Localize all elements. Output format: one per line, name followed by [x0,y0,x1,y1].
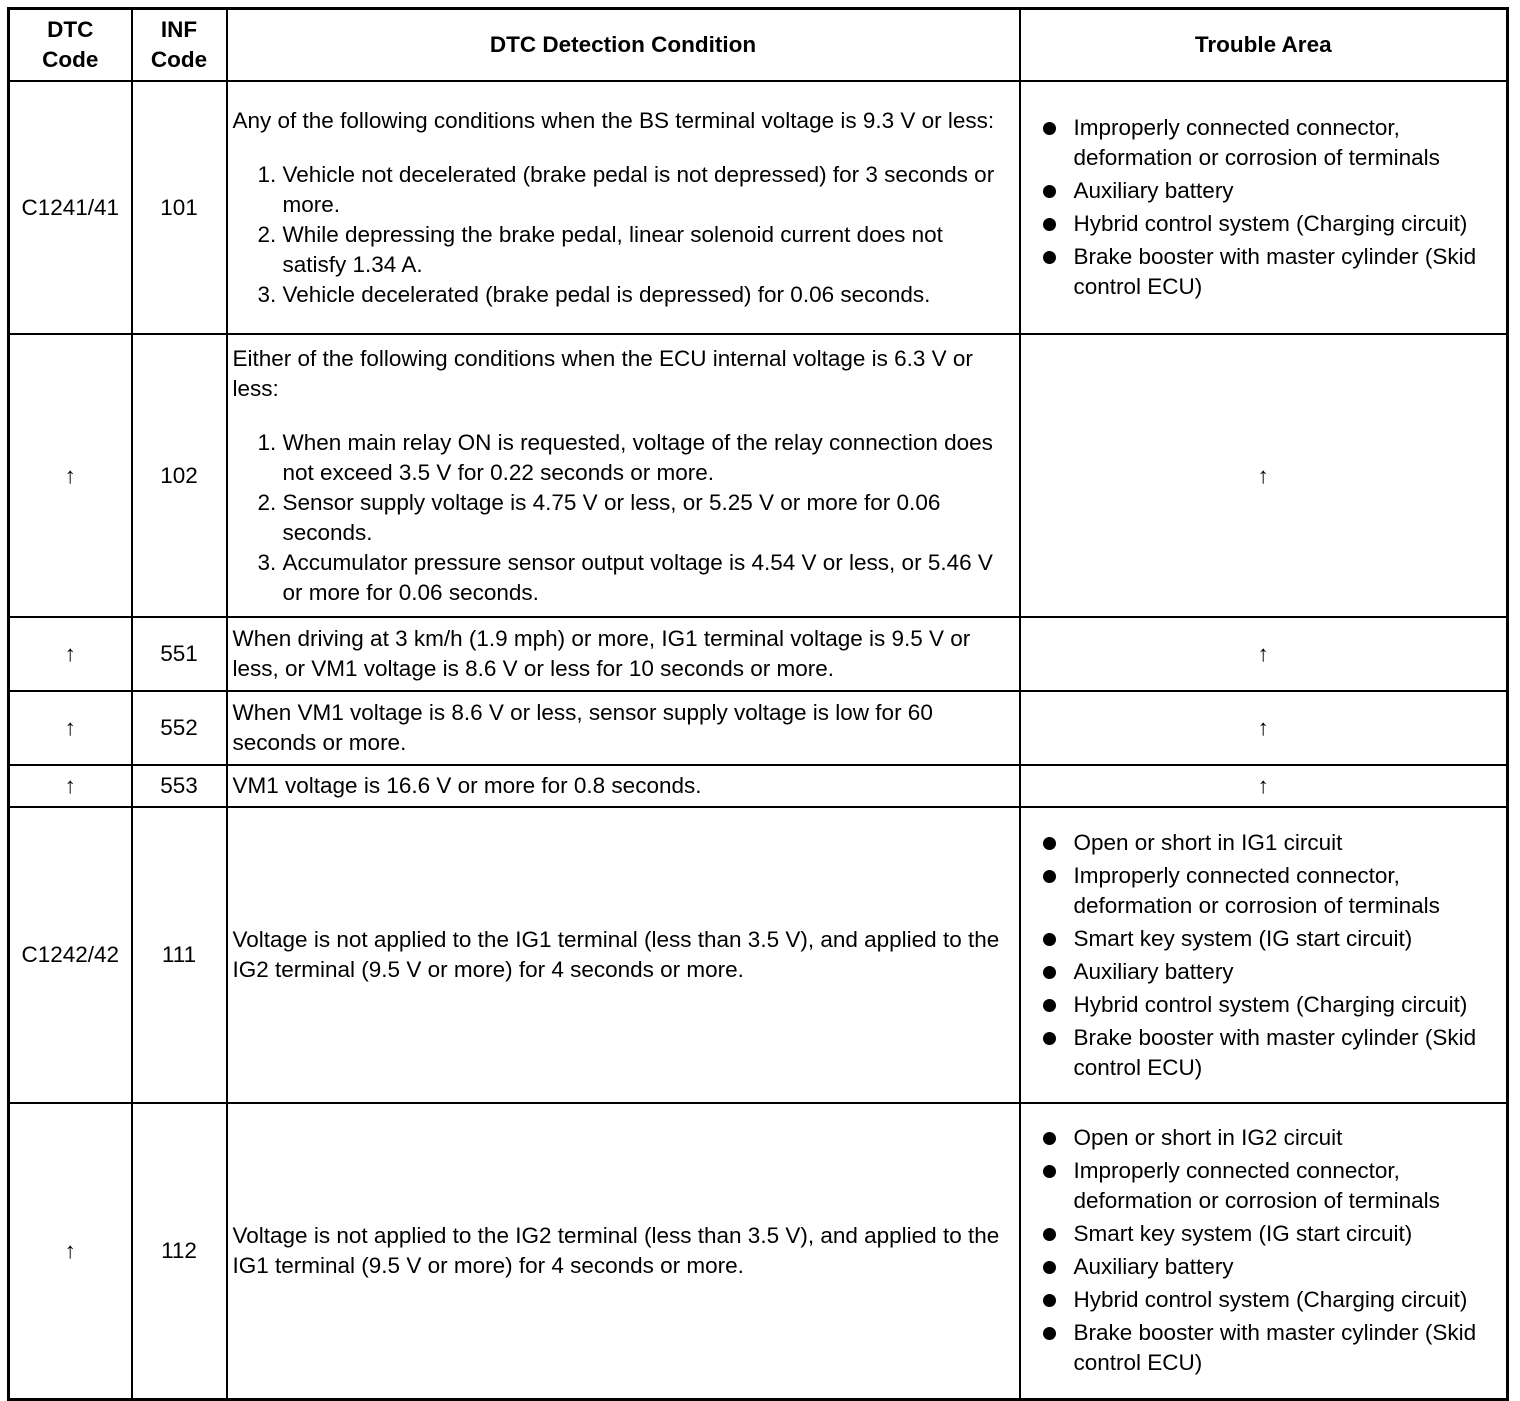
bullet-icon [1043,1327,1056,1340]
bullet-icon [1043,1165,1056,1178]
condition-cell [227,334,1020,617]
condition-cell: When VM1 voltage is 8.6 V or less, sensor supply voltage is low for 60 seconds or more. [227,691,1020,765]
condition-intro: Either of the following conditions when the ECU internal voltage is 6.3 V or less: [232,345,973,401]
list-item: Auxiliary battery [1043,176,1499,206]
trouble-list [1043,113,1499,302]
list-item: 2. Sensor supply voltage is 4.75 V or less, or 5.25 V or more for 0.06 seconds. [283,488,1013,548]
list-item: Smart key system (IG start circuit) [1043,1219,1499,1249]
trouble-list [1043,1123,1499,1378]
bullet-icon [1043,966,1056,979]
list-item: Auxiliary battery [1043,1252,1499,1282]
bullet-icon [1043,870,1056,883]
list-item: Brake booster with master cylinder (Skid control ECU) [1043,242,1499,302]
inf-code-cell: 551 [132,617,227,691]
trouble-area-cell [1020,81,1508,334]
bullet-icon [1043,1261,1056,1274]
list-item: Hybrid control system (Charging circuit) [1043,1285,1499,1315]
trouble-list [1043,828,1499,1083]
trouble-area-cell [1020,1103,1508,1399]
list-item: Hybrid control system (Charging circuit) [1043,990,1499,1020]
trouble-area-cell [1020,807,1508,1103]
list-item: 2. While depressing the brake pedal, linear solenoid current does not satisfy 1.34 A. [283,220,1013,280]
bullet-icon [1043,251,1056,264]
inf-code-cell: 552 [132,691,227,765]
table-row [9,617,1508,691]
list-item: Improperly connected connector, deformation or corrosion of terminals [1043,861,1499,921]
bullet-icon [1043,999,1056,1012]
condition-cell: When driving at 3 km/h (1.9 mph) or more, IG1 terminal voltage is 9.5 V or less, or VM1 voltage is 8.6 V or less for 10 seconds or more. [227,617,1020,691]
dtc-code-cell: ↑ [9,1103,132,1399]
trouble-area-cell: ↑ [1020,334,1508,617]
header-dtc-code: DTC Code [9,9,132,82]
dtc-code-cell: C1242/42 [9,807,132,1103]
table-row [9,691,1508,765]
inf-code-cell: 102 [132,334,227,617]
list-item: Brake booster with master cylinder (Skid control ECU) [1043,1318,1499,1378]
table-row [9,765,1508,807]
list-item: Improperly connected connector, deformation or corrosion of terminals [1043,1156,1499,1216]
list-item: 1. Vehicle not decelerated (brake pedal is not depressed) for 3 seconds or more. [283,160,1013,220]
table-row [9,1103,1508,1399]
dtc-code-cell: ↑ [9,765,132,807]
inf-code-cell: 112 [132,1103,227,1399]
condition-cell [227,81,1020,334]
table-row [9,807,1508,1103]
list-item: Smart key system (IG start circuit) [1043,924,1499,954]
inf-code-cell: 553 [132,765,227,807]
list-item: 1. When main relay ON is requested, voltage of the relay connection does not exceed 3.5 V for 0.22 seconds or more. [283,428,1013,488]
bullet-icon [1043,933,1056,946]
inf-code-cell: 101 [132,81,227,334]
list-item: Open or short in IG1 circuit [1043,828,1499,858]
bullet-icon [1043,837,1056,850]
trouble-area-cell: ↑ [1020,617,1508,691]
dtc-code-cell: ↑ [9,334,132,617]
list-item: Auxiliary battery [1043,957,1499,987]
dtc-table [7,7,1509,1401]
list-item: Brake booster with master cylinder (Skid control ECU) [1043,1023,1499,1083]
condition-list [233,428,1013,608]
bullet-icon [1043,1294,1056,1307]
trouble-area-cell: ↑ [1020,691,1508,765]
bullet-icon [1043,1032,1056,1045]
inf-code-cell: 111 [132,807,227,1103]
dtc-code-cell: C1241/41 [9,81,132,334]
condition-intro: Any of the following conditions when the BS terminal voltage is 9.3 V or less: [232,107,995,133]
list-item: Improperly connected connector, deformation or corrosion of terminals [1043,113,1499,173]
bullet-icon [1043,185,1056,198]
bullet-icon [1043,122,1056,135]
bullet-icon [1043,1228,1056,1241]
header-inf-code: INF Code [132,9,227,82]
table-row [9,334,1508,617]
dtc-code-cell: ↑ [9,617,132,691]
list-item: 3. Vehicle decelerated (brake pedal is depressed) for 0.06 seconds. [283,280,1013,310]
condition-cell: Voltage is not applied to the IG1 terminal (less than 3.5 V), and applied to the IG2 terminal (9.5 V or more) for 4 seconds or more. [227,807,1020,1103]
list-item: Open or short in IG2 circuit [1043,1123,1499,1153]
list-item: 3. Accumulator pressure sensor output voltage is 4.54 V or less, or 5.46 V or more for 0.06 seconds. [283,548,1013,608]
header-detection-condition: DTC Detection Condition [227,9,1020,82]
header-trouble-area: Trouble Area [1020,9,1508,82]
bullet-icon [1043,218,1056,231]
list-item: Hybrid control system (Charging circuit) [1043,209,1499,239]
trouble-area-cell: ↑ [1020,765,1508,807]
condition-cell: Voltage is not applied to the IG2 terminal (less than 3.5 V), and applied to the IG1 terminal (9.5 V or more) for 4 seconds or more. [227,1103,1020,1399]
table-row [9,81,1508,334]
condition-cell: VM1 voltage is 16.6 V or more for 0.8 seconds. [227,765,1020,807]
dtc-code-cell: ↑ [9,691,132,765]
header-row [9,9,1508,82]
bullet-icon [1043,1132,1056,1145]
condition-list [233,160,1013,310]
